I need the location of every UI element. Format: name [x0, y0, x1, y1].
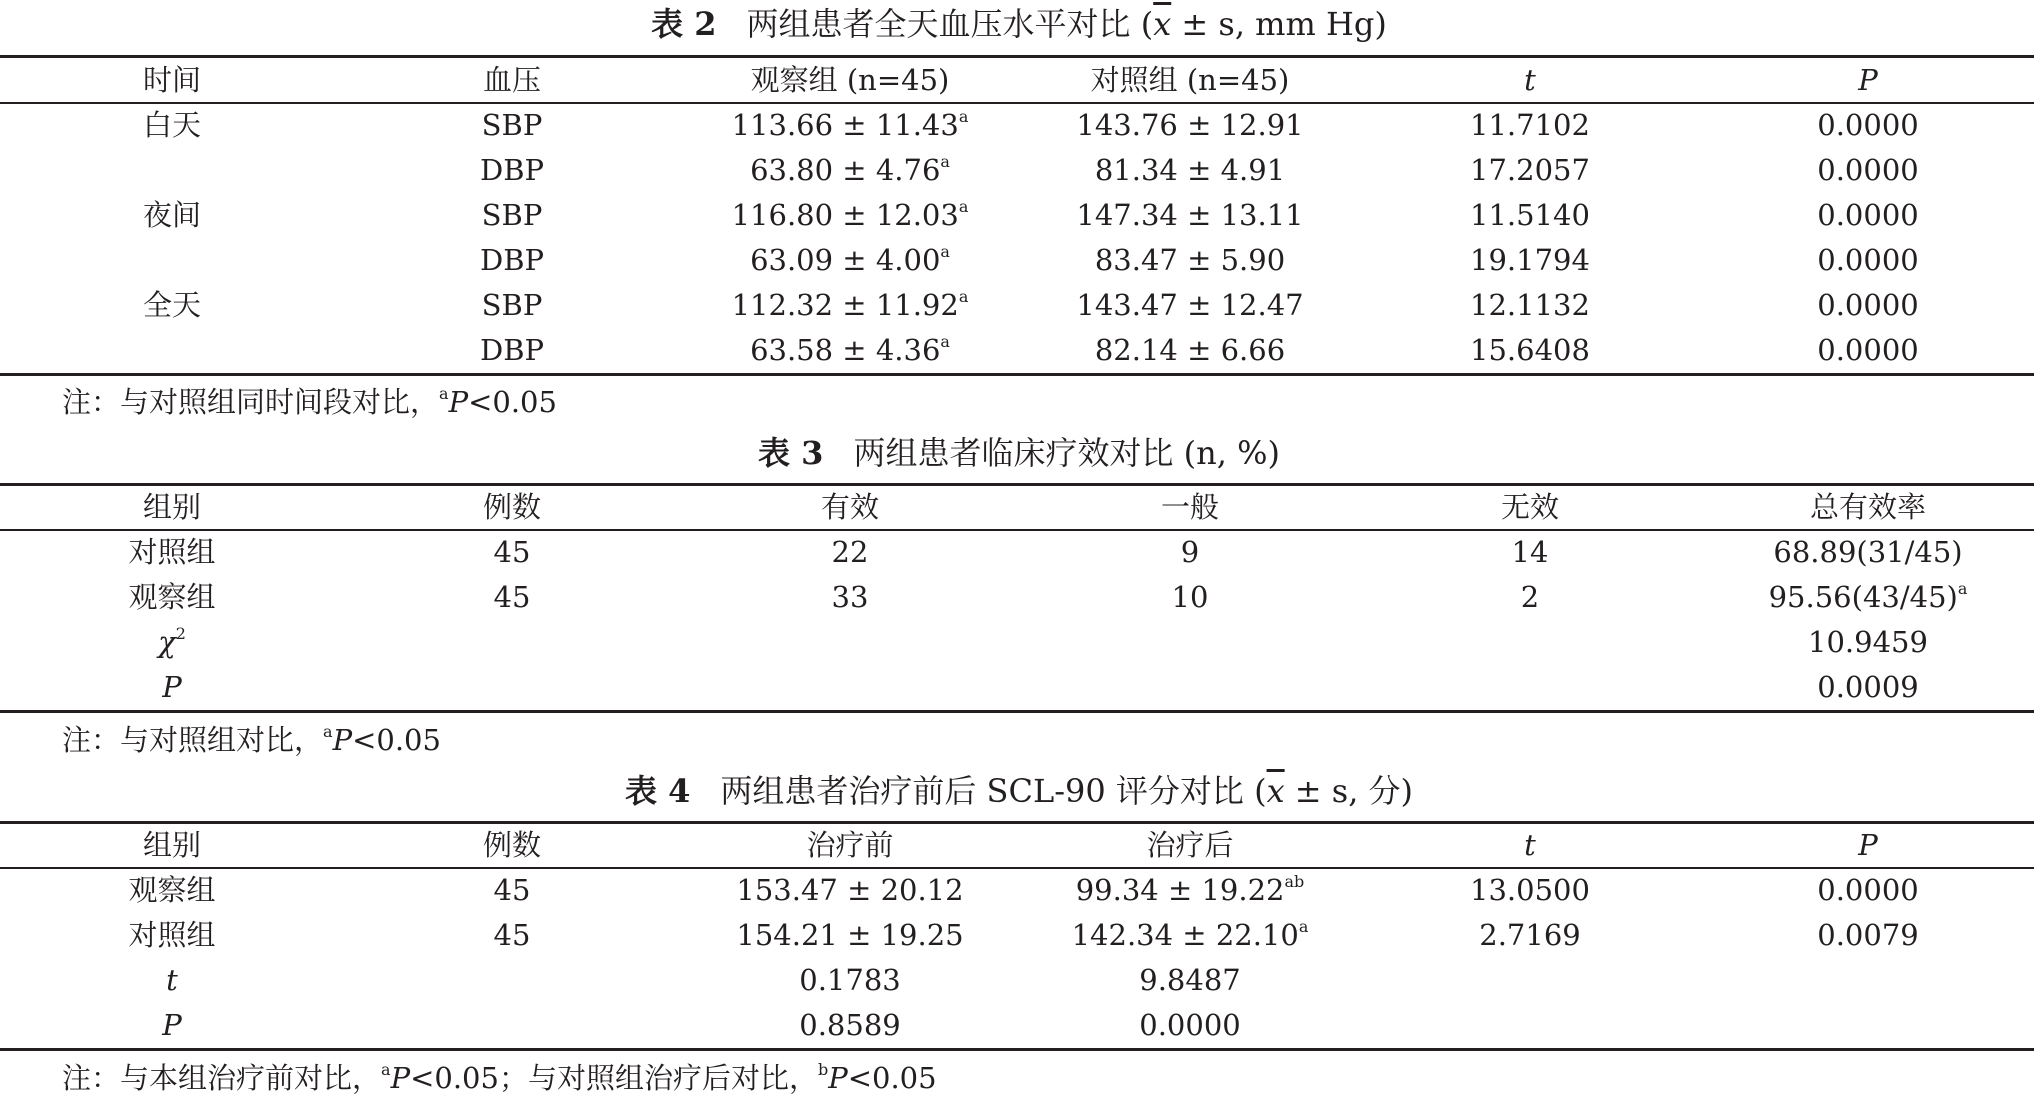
table3-footnote-threshold: <0.05 — [352, 723, 441, 757]
p-after-value: 0.0000 — [1139, 1008, 1241, 1042]
observation-value: 63.09 ± 4.00 — [750, 243, 941, 277]
t-after-value: 9.8487 — [1139, 963, 1241, 997]
table-row — [0, 665, 2038, 710]
bp-cell: SBP — [481, 288, 543, 322]
table-row — [0, 958, 2038, 1003]
table4-footnote-p1: P — [390, 1061, 411, 1095]
before-cell: 154.21 ± 19.25 — [736, 918, 964, 952]
table-row — [0, 530, 2038, 575]
control-cell: 147.34 ± 13.11 — [1076, 198, 1304, 232]
table3-header-count: 例数 — [482, 490, 541, 524]
general-cell: 9 — [1180, 535, 1200, 569]
table2-title: 两组患者全天血压水平对比 ( — [746, 5, 1154, 43]
table3-header-row — [0, 485, 2038, 530]
observation-cell — [680, 238, 1020, 283]
control-cell: 143.76 ± 12.91 — [1076, 108, 1304, 142]
control-cell: 83.47 ± 5.90 — [1094, 243, 1286, 277]
table3-header-total-rate: 总有效率 — [1809, 490, 1926, 524]
t-cell: 11.7102 — [1470, 108, 1590, 142]
table4-footnote-text-2: <0.05；与对照组治疗后对比， — [410, 1061, 818, 1095]
table2-header-bp: 血压 — [482, 63, 541, 97]
p-cell: 0.0079 — [1817, 918, 1919, 952]
ineffective-cell: 14 — [1511, 535, 1549, 569]
table3-header-group: 组别 — [142, 490, 201, 524]
table-row — [0, 575, 2038, 620]
table-row — [0, 1003, 2038, 1048]
after-value: 142.34 ± 22.10 — [1071, 918, 1299, 952]
chi-exponent: 2 — [175, 624, 186, 643]
count-cell: 45 — [493, 580, 531, 614]
significance-mark: a — [1298, 917, 1309, 936]
table4-header-p: P — [1858, 828, 1878, 862]
observation-value: 63.80 ± 4.76 — [750, 153, 941, 187]
observation-cell — [680, 328, 1020, 373]
table4-header-count: 例数 — [482, 828, 541, 862]
p-cell: 0.0000 — [1817, 108, 1919, 142]
control-cell: 81.34 ± 4.91 — [1094, 153, 1286, 187]
table4-title: 两组患者治疗前后 SCL-90 评分对比 ( — [720, 772, 1267, 810]
significance-mark: a — [1957, 579, 1968, 598]
group-cell: 对照组 — [128, 535, 216, 569]
table4-header-row — [0, 823, 2038, 868]
significance-mark: a — [958, 107, 969, 126]
count-cell: 45 — [493, 873, 531, 907]
time-cell: 全天 — [142, 288, 201, 322]
p-cell: 0.0000 — [1817, 243, 1919, 277]
total-rate-cell — [1698, 575, 2038, 620]
time-cell: 夜间 — [142, 198, 201, 232]
table4-bottom-rule — [0, 1048, 2034, 1051]
table2-caption — [0, 2, 2038, 46]
t-cell: 19.1794 — [1470, 243, 1590, 277]
table4-number: 表 4 — [624, 772, 691, 810]
table4-title-rest: ± s, 分) — [1284, 772, 1414, 810]
table2-header-control: 对照组 (n=45) — [1090, 63, 1290, 97]
table3-header-effective: 有效 — [820, 490, 879, 524]
table2-bottom-rule — [0, 373, 2034, 376]
effective-cell: 22 — [831, 535, 869, 569]
t-label: t — [166, 963, 178, 997]
general-cell: 10 — [1171, 580, 1209, 614]
ineffective-cell: 2 — [1520, 580, 1540, 614]
p-cell: 0.0000 — [1817, 288, 1919, 322]
observation-value: 112.32 ± 11.92 — [731, 288, 959, 322]
observation-cell — [680, 193, 1020, 238]
significance-mark: a — [940, 152, 950, 171]
table4-footnote-threshold: <0.05 — [847, 1061, 937, 1095]
p-cell: 0.0000 — [1817, 198, 1919, 232]
table3-header-ineffective: 无效 — [1500, 490, 1559, 524]
table4-header-group: 组别 — [142, 828, 201, 862]
count-cell: 45 — [493, 918, 531, 952]
p-value: 0.0009 — [1817, 670, 1919, 704]
table3-header-general: 一般 — [1160, 490, 1219, 524]
p-label: P — [162, 1008, 182, 1042]
t-before-value: 0.1783 — [799, 963, 901, 997]
table2-title-rest: ± s, mm Hg) — [1171, 5, 1387, 43]
table4-footnote-mark-b: b — [817, 1060, 829, 1079]
table3-footnote — [62, 718, 441, 762]
table2-footnote-p: P — [448, 385, 469, 419]
chi-square-value: 10.9459 — [1808, 625, 1928, 659]
significance-mark: a — [940, 242, 950, 261]
control-cell: 143.47 ± 12.47 — [1076, 288, 1304, 322]
time-cell: 白天 — [142, 108, 201, 142]
observation-value: 63.58 ± 4.36 — [750, 333, 941, 367]
observation-cell — [680, 283, 1020, 328]
significance-mark: a — [958, 197, 969, 216]
control-cell: 82.14 ± 6.66 — [1094, 333, 1286, 367]
table2-number: 表 2 — [651, 5, 717, 43]
significance-mark: a — [958, 287, 969, 306]
table3-caption — [0, 431, 2038, 475]
table4-title-mean-symbol: $\overline{x}$ — [1266, 772, 1285, 810]
p-label: P — [162, 670, 182, 704]
table-row — [0, 283, 2038, 328]
t-cell: 11.5140 — [1470, 198, 1590, 232]
table2-header-observation: 观察组 (n=45) — [750, 63, 950, 97]
observation-value: 116.80 ± 12.03 — [731, 198, 959, 232]
after-cell — [1020, 868, 1360, 913]
table3-title: 两组患者临床疗效对比 (n, %) — [853, 434, 1280, 472]
before-cell: 153.47 ± 20.12 — [736, 873, 964, 907]
observation-cell — [680, 103, 1020, 148]
table4-footnote-text: 注：与本组治疗前对比， — [62, 1061, 382, 1095]
t-cell: 12.1132 — [1470, 288, 1590, 322]
table3-number: 表 3 — [758, 434, 824, 472]
group-cell: 观察组 — [128, 580, 216, 614]
table2-title-mean-symbol: $\overline{x}$ — [1153, 5, 1172, 43]
table4-header-t: t — [1524, 828, 1536, 862]
table4-caption — [0, 769, 2038, 813]
table-row — [0, 620, 2038, 665]
group-cell: 观察组 — [128, 873, 216, 907]
table2-footnote-mark: a — [439, 384, 449, 403]
bp-cell: DBP — [479, 243, 545, 277]
table3-footnote-mark: a — [323, 722, 333, 741]
table-row — [0, 913, 2038, 958]
effective-cell: 33 — [831, 580, 869, 614]
p-cell: 0.0000 — [1817, 153, 1919, 187]
table2-footnote-threshold: <0.05 — [468, 385, 557, 419]
bp-cell: DBP — [479, 153, 545, 187]
t-cell: 13.0500 — [1470, 873, 1590, 907]
table2-header-p: P — [1858, 63, 1878, 97]
t-cell: 17.2057 — [1470, 153, 1590, 187]
observation-cell — [680, 148, 1020, 193]
table-row — [0, 148, 2038, 193]
count-cell: 45 — [493, 535, 531, 569]
total-rate-value: 68.89(31/45) — [1773, 535, 1963, 569]
table2-header-t: t — [1524, 63, 1536, 97]
table3-bottom-rule — [0, 710, 2034, 713]
table2-header-time: 时间 — [142, 63, 201, 97]
total-rate-cell — [1698, 530, 2038, 575]
table3-footnote-p: P — [332, 723, 353, 757]
p-cell: 0.0000 — [1817, 873, 1919, 907]
table2-header-row — [0, 58, 2038, 103]
observation-value: 113.66 ± 11.43 — [731, 108, 959, 142]
p-cell: 0.0000 — [1817, 333, 1919, 367]
table2-footnote — [62, 380, 557, 424]
significance-mark: a — [940, 332, 950, 351]
table3-footnote-text: 注：与对照组对比， — [62, 723, 324, 757]
table-row — [0, 193, 2038, 238]
table4-footnote-p2: P — [828, 1061, 848, 1095]
bp-cell: SBP — [481, 108, 543, 142]
t-cell: 15.6408 — [1470, 333, 1590, 367]
p-before-value: 0.8589 — [799, 1008, 901, 1042]
table4-footnote-mark-a: a — [381, 1060, 391, 1079]
bp-cell: SBP — [481, 198, 543, 232]
total-rate-value: 95.56(43/45) — [1768, 580, 1958, 614]
after-cell — [1020, 913, 1360, 958]
after-value: 99.34 ± 19.22 — [1075, 873, 1285, 907]
bp-cell: DBP — [479, 333, 545, 367]
table4-header-after: 治疗后 — [1146, 828, 1234, 862]
table-row — [0, 103, 2038, 148]
table-row — [0, 868, 2038, 913]
table2-footnote-text: 注：与对照组同时间段对比， — [62, 385, 440, 419]
table4-header-before: 治疗前 — [806, 828, 894, 862]
chi-symbol: χ — [158, 625, 176, 659]
group-cell: 对照组 — [128, 918, 216, 952]
table4-footnote — [62, 1056, 937, 1100]
t-cell: 2.7169 — [1479, 918, 1581, 952]
chi-square-label — [2, 620, 342, 665]
table-row — [0, 328, 2038, 373]
table-row — [0, 238, 2038, 283]
significance-mark: ab — [1284, 872, 1305, 891]
